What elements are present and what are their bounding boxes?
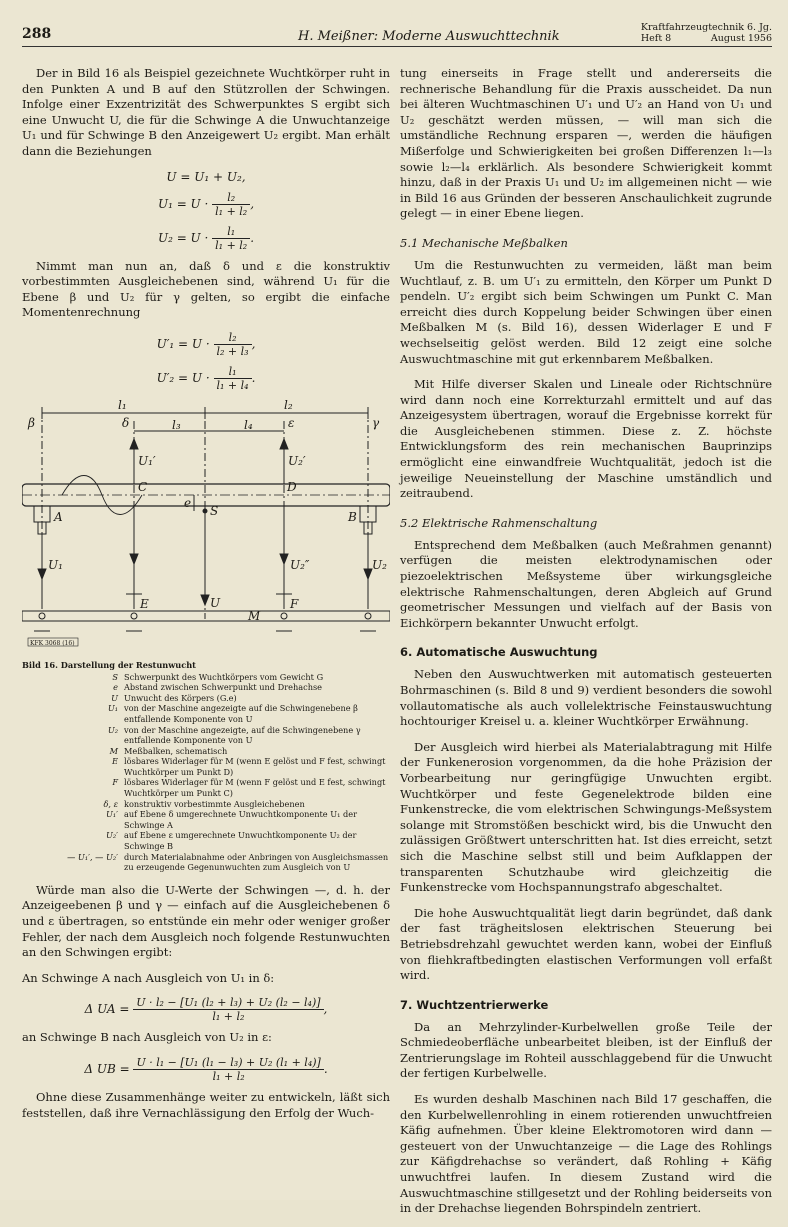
equation-lhs: U′₂ = U · (156, 370, 210, 385)
paragraph: Nimmt man nun an, daß δ und ε die konstruktiv vorbestimmten Ausgleichebenen sind, während U₁ für die Ebene β und U₂ für γ gelten, so ergibt die einfache Momentenrechnung (22, 258, 390, 320)
denominator: l₁ + l₂ (212, 1010, 245, 1024)
fraction (214, 331, 252, 358)
caption-item-symbol: U₁′ (105, 809, 118, 820)
equation-3: U₂ = U · $\frac{\text{l₁}}{\text{l₁ + l₂}}$ . (157, 224, 255, 252)
caption-item-symbol: E (112, 756, 118, 767)
label-l3: l₃ (172, 417, 181, 432)
label-u2: U₂ (372, 557, 387, 572)
figure-16-diagram (22, 399, 390, 654)
paragraph: Da an Mehrzylinder-Kurbelwellen große Teile der Schmiedeoberfläche unbearbeitet bleiben, ist der Einfluß der Zentrierungslage im Rohteil ausschlaggebend für die Unwucht der fertigen Kurbelwelle. (400, 1019, 772, 1081)
caption-item-text: auf Ebene ε umgerechnete Unwuchtkomponente U₂ der Schwinge B (124, 830, 357, 852)
issue-info (641, 22, 772, 44)
denominator: l₁ + l₄ (216, 378, 249, 392)
numerator: U · l₁ − [U₁ (l₁ − l₃) + U₂ (l₁ + l₄)] (133, 1056, 323, 1070)
equation-1: U = U₁ + U₂, (166, 169, 246, 184)
caption-item-text: Meßbalken, schematisch (124, 745, 228, 756)
fraction (133, 996, 323, 1023)
label-l2: l₂ (284, 398, 293, 412)
denominator: l₁ + l₂ (215, 238, 248, 252)
label-delta: δ (122, 415, 130, 430)
equation-5: U′₂ = U · $\frac{\text{l₁}}{\text{l₁ + l₄}}$ . (156, 364, 256, 392)
caption-item-text: lösbares Widerlager für M (wenn F gelöst und E fest, schwingt Wuchtkörper um Punkt C) (124, 777, 386, 799)
denominator: l₁ + l₂ (212, 1069, 245, 1083)
paragraph: Die hohe Auswuchtqualität liegt darin begründet, daß dank der fast trägheitslosen elektrischen Steuerung bei Betriebsdrehzahl gewuchtet werden kann, wobei der Einfluß von fliehkraftbedingten elastischen Verformungen voll erfaßt wird. (400, 905, 772, 983)
equation-lhs: U₁ = U · (157, 196, 209, 211)
label-support-e: E (140, 596, 149, 611)
caption-item (22, 693, 390, 704)
label-u2-double-prime: U₂″ (290, 557, 310, 572)
equation-4: U′₁ = U · $\frac{\text{l₂}}{\text{l₂ + l₃}}$ , (156, 330, 256, 358)
caption-item-symbol: U₂′ (105, 830, 118, 841)
label-u1: U₁ (48, 557, 63, 572)
label-u2-prime: U₂′ (288, 453, 306, 468)
label-b: B (348, 509, 357, 524)
section-heading-5-2: 5.2 Elektrische Rahmenschaltung (400, 515, 598, 530)
numerator: l₂ (212, 191, 250, 205)
caption-item (22, 852, 390, 873)
figure-code: KFK 3068 (16) (30, 639, 75, 647)
label-support-f: F (290, 596, 299, 611)
section-heading-6: 6. Automatische Auswuchtung (400, 645, 598, 660)
equation-lhs: Δ UB = (84, 1061, 130, 1076)
caption-item-text: Unwucht des Körpers (G.e) (124, 692, 237, 703)
denominator: l₂ + l₃ (216, 344, 249, 358)
caption-item (22, 756, 390, 777)
journal-name: Kraftfahrzeugtechnik 6. Jg. (640, 22, 772, 33)
header-rule (22, 46, 772, 47)
label-l1: l₁ (118, 398, 127, 412)
measuring-bar-m (22, 608, 390, 623)
balancing-diagram-svg (22, 399, 390, 654)
numerator: l₂ (214, 331, 252, 345)
caption-item-symbol: S (112, 671, 118, 682)
caption-item (22, 725, 390, 746)
running-title: H. Meißner: Moderne Auswuchttechnik (298, 29, 560, 44)
section-heading-5-1: 5.1 Mechanische Meßbalken (400, 235, 568, 250)
page-number: 288 (22, 26, 52, 42)
paragraph: Es wurden deshalb Maschinen nach Bild 17 geschaffen, die den Kurbelwellenrohling in einem rotierenden unwuchtfreien Käfig aufnehmen. Über kleine Elektromotoren wird dann — gesteuert von der Unwuchtanzeige — die Lage des Rohlings zur Käfigdrehachse so verändert, daß Rohling + Käfig unwuchtfrei laufen. In diesem Zustand wird die Auswuchtmaschine stillgesetzt und der Rohling beiderseits von in der Drehachse liegenden Bohrspindeln zentriert. (400, 1092, 772, 1216)
issue-number: Heft 8 (640, 33, 672, 44)
fraction (212, 225, 250, 252)
figure-caption (22, 660, 390, 873)
caption-item-symbol: δ, ε (103, 798, 118, 809)
paragraph: Würde man also die U-Werte der Schwingen —, d. h. der Anzeigeebenen β und γ — einfach auf die Ausgleichebenen δ und ε übertragen, so entstünde ein mehr oder weniger großer Fehler, der nach dem Ausgleich noch folgende Restunwuchten an den Schwingen ergibt: (22, 882, 390, 960)
caption-item-symbol: M (109, 745, 118, 756)
label-s: S (210, 503, 219, 518)
caption-item-symbol: U (111, 692, 118, 703)
paragraph: tung einerseits in Frage stellt und andererseits die rechnerische Behandlung für die Praxis ausscheidet. Da nun bei älteren Wuchtmaschinen U′₁ und U′₂ an Hand von U₁ und U₂ geschätzt werden müssen, — will man sich die umständliche Rechnung ersparen —, werden die häufigen Mißerfolge und Schwierigkeiten bei großen Differenzen l₁—l₃ sowie l₂—l₄ erklärlich. Als besondere Schwierigkeit kommt hinzu, daß in der Praxis U₁ und U₂ im allgemeinen nicht — wie in Bild 16 aus Gründen der besseren Anschaulichkeit zugrunde gelegt — in einer Ebene liegen. (400, 66, 772, 221)
equation-lhs: U₂ = U · (157, 230, 209, 245)
caption-items (22, 672, 390, 873)
caption-item-text: Abstand zwischen Schwerpunkt und Drehachse (124, 682, 323, 693)
paragraph: Neben den Auswuchtwerken mit automatisch gesteuerten Bohrmaschinen (s. Bild 8 und 9) verdient besonders die sowohl vollautomatische als auch vollelektrische Feinstauswuchtung hochtouriger Kreisel u. a. kleiner Wuchtkörper Erwähnung. (400, 667, 772, 729)
caption-item (22, 703, 390, 724)
equation-lhs: U′₁ = U · (156, 336, 210, 351)
caption-item-text: konstruktiv vorbestimmte Ausgleichebenen (124, 798, 305, 809)
caption-item-symbol: U₂ (107, 724, 118, 735)
numerator: l₁ (214, 365, 252, 379)
caption-item (22, 682, 390, 693)
equation-lhs: Δ UA = (84, 1002, 130, 1017)
issue-date-row (641, 33, 772, 44)
paragraph: Der Ausgleich wird hierbei als Materialabtragung mit Hilfe der Funkenerosion vorgenommen, da die hohe Präzision der Vorbearbeitung nur geringfügige Unwuchten ergibt. Wuchtkörper und feste Gegenelektrode bilden eine Funkenstrecke, die vom elektrischen Schwingungs-Meßsystem solange mit Stromstößen beschickt wird, bis die Unwucht den zulässigen Größtwert unterschritten hat. Ist dies erreicht, setzt sich die Maschine selbst still und beim Aufklappen der transparenten Schutzhaube wird gleichzeitig die Funkenstrecke vom Hochspannungstrafo abgeschaltet. (400, 739, 772, 895)
right-column (400, 66, 772, 1227)
numerator: U · l₂ − [U₁ (l₂ + l₃) + U₂ (l₂ − l₄)] (133, 996, 323, 1010)
caption-item (22, 830, 390, 851)
caption-item-text: Schwerpunkt des Wuchtkörpers vom Gewicht G (124, 671, 324, 682)
label-l4: l₄ (244, 417, 253, 432)
paragraph: Mit Hilfe diverser Skalen und Lineale oder Richtschnüre wird dann noch eine Korrekturzahl ermittelt und auf das Anzeigesystem übertragen, worauf die Ergebnisse korrekt für die Ausgleichebenen stimmen. Diese z. Z. höchste Entwicklungsform des rein mechanischen Bauprinzips ermöglicht eine einwandfreie Wuchtqualität, jedoch ist die jeweilige Neueinstellung der Maschine umständlich und zeitraubend. (400, 377, 772, 501)
left-column (22, 66, 390, 1131)
paragraph: Entsprechend dem Meßbalken (auch Meßrahmen genannt) verfügen die meisten elektrodynamischen oder piezoelektrischen Meßsysteme über wirkungsgleiche elektrische Rahmenschaltungen, deren Abgleich auf Grund geometrischer Messungen und vielfach auf der Basis von Eichkörpern bekannter Unwucht erfolgt. (400, 537, 772, 630)
caption-item (22, 672, 390, 683)
section-heading-7: 7. Wuchtzentrierwerke (400, 997, 549, 1012)
label-u: U (210, 595, 221, 610)
caption-item-symbol: — U₁′, — U₂′ (67, 851, 118, 862)
caption-item-text: von der Maschine angezeigte auf die Schwingenebene β entfallende Komponente von U (124, 703, 358, 724)
fraction (212, 191, 250, 218)
caption-item (22, 746, 390, 757)
paragraph: Ohne diese Zusammenhänge weiter zu entwickeln, läßt sich feststellen, daß ihre Vernachlässigung den Erfolg der Wuch- (22, 1089, 390, 1120)
caption-item-symbol: U₁ (107, 703, 118, 714)
paragraph: Um die Restunwuchten zu vermeiden, läßt man beim Wuchtlauf, z. B. um U′₁ zu ermitteln, den Körper um Punkt D pendeln. U′₂ ergibt sich beim Schwingen um Punkt C. Man erreicht dies durch Koppelung beider Schwingen über einen Meßbalken M (s. Bild 16), dessen Widerlager E und F wechselseitig gelöst werden. Bild 12 zeigt eine solche Auswuchtmaschine mit gut erkennbarem Meßbalken. (400, 257, 772, 366)
issue-date: August 1956 (710, 33, 772, 44)
label-a: A (54, 509, 63, 524)
page-header (22, 22, 772, 52)
label-u1-prime: U₁′ (138, 453, 156, 468)
fraction (214, 365, 252, 392)
label-e: e (184, 495, 192, 510)
denominator: l₁ + l₂ (215, 204, 248, 218)
caption-item-text: auf Ebene δ umgerechnete Unwuchtkomponente U₁ der Schwinge A (124, 809, 358, 830)
equation-7: Δ UB = $\frac{\text{U · l₁ − [U₁ (l₁ − l₃) + U₂ (l₁ + l₄)]}}{\text{l₁ + l₂}}$ . (84, 1055, 328, 1083)
label-eps: ε (288, 415, 295, 430)
caption-item-symbol: F (112, 777, 118, 788)
caption-item-symbol: e (113, 682, 118, 693)
caption-item (22, 809, 390, 830)
label-gamma: γ (372, 415, 380, 430)
numerator: l₁ (212, 225, 250, 239)
equation-6: Δ UA = $\frac{\text{U · l₂ − [U₁ (l₂ + l₃) + U₂ (l₂ − l₄)]}}{\text{l₁ + l₂}}$ , (84, 996, 328, 1024)
equation-2: U₁ = U · $\frac{\text{l₂}}{\text{l₁ + l₂}}$ , (157, 190, 255, 218)
label-beta: β (28, 415, 35, 430)
label-d: D (287, 479, 297, 494)
paragraph: An Schwinge A nach Ausgleich von U₁ in δ: (22, 970, 275, 985)
label-m: M (248, 608, 261, 623)
caption-item (22, 799, 390, 810)
paragraph: an Schwinge B nach Ausgleich von U₂ in ε: (22, 1030, 272, 1045)
caption-item-text: von der Maschine angezeigte, auf die Schwingenebene γ entfallende Komponente von U (124, 724, 361, 746)
caption-item (22, 777, 390, 798)
fraction (133, 1056, 323, 1083)
caption-item-text: lösbares Widerlager für M (wenn E gelöst und F fest, schwingt Wuchtkörper um Punkt D) (124, 756, 386, 777)
caption-title: Bild 16. Darstellung der Restunwucht (22, 659, 196, 670)
paragraph: Der in Bild 16 als Beispiel gezeichnete Wuchtkörper ruht in den Punkten A und B auf den Stützrollen der Schwingen. Infolge einer Exzentrizität des Schwerpunktes S ergibt sich eine Unwucht U, die für die Schwinge A die Unwuchtanzeige U₁ und für Schwinge B den Anzeigewert U₂ ergibt. Man erhält dann die Beziehungen (22, 66, 390, 158)
caption-item-text: durch Materialabnahme oder Anbringen von Ausgleichsmassen zu erzeugende Gegenunwuchten zum Ausgleich von U (124, 851, 389, 873)
label-c: C (138, 479, 148, 494)
